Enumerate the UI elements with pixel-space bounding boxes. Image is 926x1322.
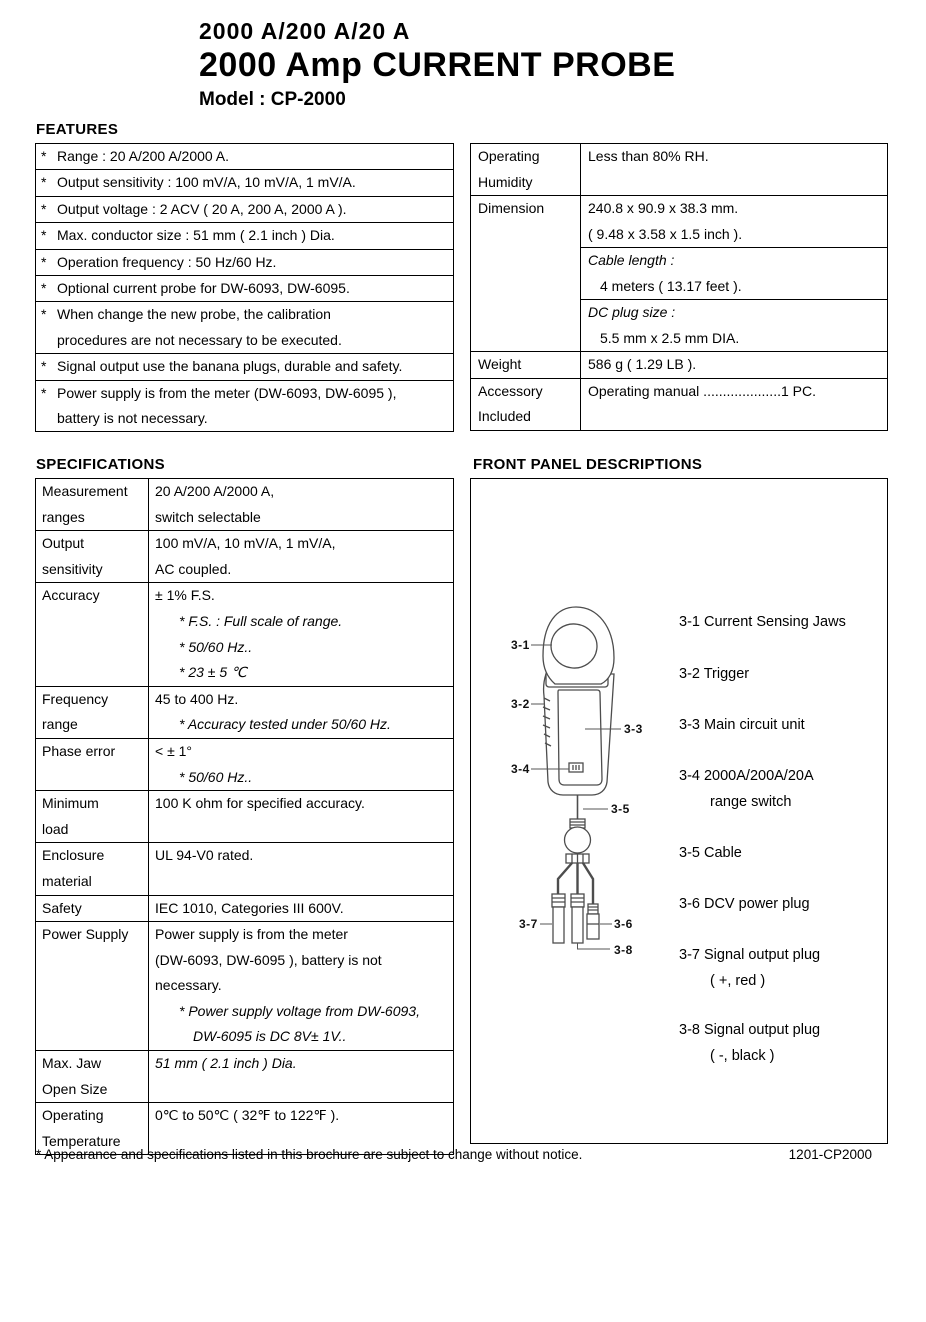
fp-desc-signal-plug-red xyxy=(679,942,820,994)
row-value xyxy=(149,687,453,738)
row-value xyxy=(149,739,453,790)
value-line: 20 A/200 A/2000 A, xyxy=(155,483,275,499)
value-segment xyxy=(581,299,887,351)
row-value xyxy=(581,196,887,351)
row-label xyxy=(36,922,149,1050)
feature-row xyxy=(36,169,453,195)
row-value xyxy=(581,352,887,378)
label-line: Accessory xyxy=(478,382,543,399)
callout-3-1: 3-1 xyxy=(511,638,530,652)
value-line: 45 to 400 Hz. xyxy=(155,690,239,707)
value-line: Operating manual ....................1 PC. xyxy=(588,382,816,399)
label-line: Dimension xyxy=(478,200,545,216)
value-segment xyxy=(581,247,887,299)
label-line: Enclosure xyxy=(42,847,105,864)
value-line: Cable length : xyxy=(588,252,675,268)
label-line: Power Supply xyxy=(42,926,129,943)
plug-left-body xyxy=(553,907,564,943)
value-line: 240.8 x 90.9 x 38.3 mm. xyxy=(588,200,739,216)
row-value xyxy=(581,379,887,430)
callout-3-3: 3-3 xyxy=(624,722,643,736)
row-value xyxy=(149,922,453,1050)
features-heading: FEATURES xyxy=(36,121,119,138)
fp-desc-main-circuit-unit xyxy=(679,712,805,738)
table-row xyxy=(471,195,887,351)
value-line: ± 1% F.S. xyxy=(155,587,215,604)
fp-desc-subtext: ( +, red ) xyxy=(710,973,766,989)
row-label xyxy=(471,144,581,195)
value-segment xyxy=(581,196,887,247)
row-label xyxy=(36,896,149,922)
spec-row xyxy=(36,1050,453,1102)
specifications-heading: SPECIFICATIONS xyxy=(36,456,165,473)
footer-doc-code: 1201-CP2000 xyxy=(788,1147,872,1162)
label-line: Safety xyxy=(42,899,82,916)
value-line: necessary. xyxy=(155,977,222,994)
feature-text: Operation frequency : 50 Hz/60 Hz. xyxy=(57,253,277,270)
label-line: material xyxy=(42,872,92,889)
bullet: * xyxy=(41,358,47,375)
feature-row xyxy=(36,301,453,353)
label-line: load xyxy=(42,820,69,837)
feature-text: Max. conductor size : 51 mm ( 2.1 inch ) Dia. xyxy=(57,227,335,244)
title-ranges: 2000 A/200 A/20 A xyxy=(199,18,411,44)
fp-desc-cable xyxy=(679,840,742,866)
feature-text: When change the new probe, the calibration xyxy=(57,306,331,323)
label-line: Minimum xyxy=(42,795,99,812)
label-line: Humidity xyxy=(478,173,533,190)
label-line: Max. Jaw xyxy=(42,1055,102,1072)
label-line: Operating xyxy=(42,1107,104,1124)
front-panel-heading: FRONT PANEL DESCRIPTIONS xyxy=(473,456,703,473)
current-probe-diagram xyxy=(473,576,673,986)
row-label xyxy=(36,843,149,894)
bullet: * xyxy=(41,306,47,323)
value-line: ( 9.48 x 3.58 x 1.5 inch ). xyxy=(588,225,743,242)
feature-text: Range : 20 A/200 A/2000 A. xyxy=(57,148,230,164)
label-line: Open Size xyxy=(42,1080,108,1097)
fp-desc-trigger xyxy=(679,661,749,687)
callout-3-8: 3-8 xyxy=(614,943,633,957)
value-line: 5.5 mm x 2.5 mm DIA. xyxy=(600,329,740,346)
bullet: * xyxy=(41,148,47,164)
fp-desc-text: 3-8 Signal output plug xyxy=(679,1022,821,1038)
value-line: 586 g ( 1.29 LB ). xyxy=(588,356,697,372)
fp-desc-text: 3-7 Signal output plug xyxy=(679,947,821,963)
model-number: Model : CP-2000 xyxy=(199,89,346,110)
spec-row xyxy=(36,790,453,842)
probe-body xyxy=(544,674,614,795)
label-line: Temperature xyxy=(42,1132,121,1149)
label-line: Operating xyxy=(478,148,540,164)
feature-row xyxy=(36,196,453,222)
plug-right-body xyxy=(587,914,599,939)
row-label xyxy=(471,379,581,430)
value-line: (DW-6093, DW-6095 ), battery is not xyxy=(155,951,382,968)
general-info-table xyxy=(470,143,888,431)
value-note: * 50/60 Hz.. xyxy=(179,638,253,655)
row-value xyxy=(149,843,453,894)
fp-desc-current-sensing-jaws xyxy=(679,609,846,635)
spec-row xyxy=(36,921,453,1050)
value-line: DC plug size : xyxy=(588,304,676,320)
label-line: range xyxy=(42,716,78,733)
feature-row xyxy=(36,353,453,379)
spec-row xyxy=(36,895,453,922)
table-row xyxy=(471,351,887,378)
value-note: * 50/60 Hz.. xyxy=(179,768,253,785)
callout-3-6: 3-6 xyxy=(614,917,633,931)
value-line: 4 meters ( 13.17 feet ). xyxy=(600,277,742,294)
fp-desc-dcv-power-plug xyxy=(679,891,810,917)
feature-text: Output sensitivity : 100 mV/A, 10 mV/A, 1 mV/A. xyxy=(57,174,356,191)
footer-note: * Appearance and specifications listed in this brochure are subject to change without notice. xyxy=(36,1147,583,1162)
label-line: Phase error xyxy=(42,742,116,759)
row-value xyxy=(581,144,887,195)
row-label xyxy=(471,352,581,378)
value-note: * 23 ± 5 ℃ xyxy=(179,664,247,681)
value-line: Power supply is from the meter xyxy=(155,926,348,943)
feature-text: Optional current probe for DW-6093, DW-6095. xyxy=(57,280,350,297)
label-line: Output xyxy=(42,535,85,552)
feature-row xyxy=(36,249,453,275)
value-line: AC coupled. xyxy=(155,560,232,577)
spec-row xyxy=(36,582,453,685)
callout-3-5: 3-5 xyxy=(611,802,630,816)
spec-row xyxy=(36,530,453,582)
row-value xyxy=(149,896,453,922)
fp-desc-subtext: range switch xyxy=(710,794,792,810)
value-line: < ± 1° xyxy=(155,742,193,759)
title-block xyxy=(199,18,675,111)
row-value xyxy=(149,583,453,685)
plug-mid-body xyxy=(572,907,583,943)
bullet: * xyxy=(41,200,47,217)
row-label xyxy=(471,196,581,351)
row-label xyxy=(36,583,149,685)
plug-left-cap xyxy=(552,894,565,907)
value-line: 100 K ohm for specified accuracy. xyxy=(155,795,365,812)
spec-row xyxy=(36,738,453,790)
label-line: Weight xyxy=(478,356,522,372)
fp-desc-range-switch xyxy=(679,763,814,815)
row-label xyxy=(36,531,149,582)
label-line: ranges xyxy=(42,508,85,525)
value-line: 100 mV/A, 10 mV/A, 1 mV/A, xyxy=(155,535,336,552)
callout-3-7: 3-7 xyxy=(519,917,538,931)
value-line: UL 94-V0 rated. xyxy=(155,847,254,864)
fp-desc-subtext: ( -, black ) xyxy=(710,1048,775,1064)
spec-row xyxy=(36,842,453,894)
plug-mid-cap xyxy=(571,894,584,907)
bullet: * xyxy=(41,384,47,401)
fp-desc-text: 3-4 2000A/200A/20A xyxy=(679,768,814,784)
value-note: * Power supply voltage from DW-6093, xyxy=(179,1002,420,1019)
row-label xyxy=(36,479,149,530)
features-table xyxy=(35,143,454,432)
label-line: Measurement xyxy=(42,483,128,499)
label-line: Accuracy xyxy=(42,587,100,604)
page-title: 2000 Amp CURRENT PROBE xyxy=(199,46,676,84)
value-note: * Accuracy tested under 50/60 Hz. xyxy=(179,716,391,733)
row-label xyxy=(36,791,149,842)
row-label xyxy=(36,1051,149,1102)
bullet: * xyxy=(41,174,47,191)
value-line: 0℃ to 50℃ ( 32℉ to 122℉ ). xyxy=(155,1107,340,1124)
label-line: sensitivity xyxy=(42,560,103,577)
feature-text: Signal output use the banana plugs, durable and safety. xyxy=(57,358,403,375)
value-note: DW-6095 is DC 8V± 1V.. xyxy=(193,1028,347,1045)
value-line: IEC 1010, Categories III 600V. xyxy=(155,899,344,916)
value-line: Less than 80% RH. xyxy=(588,148,709,164)
connector-ball xyxy=(565,827,591,853)
row-value xyxy=(149,479,453,530)
feature-row xyxy=(36,275,453,301)
spec-row xyxy=(36,479,453,530)
row-value xyxy=(149,1051,453,1102)
row-value xyxy=(149,791,453,842)
feature-text: Output voltage : 2 ACV ( 20 A, 200 A, 2000 A ). xyxy=(57,200,347,217)
row-value xyxy=(149,531,453,582)
feature-text: battery is not necessary. xyxy=(57,410,208,427)
feature-text: procedures are not necessary to be executed. xyxy=(57,331,342,348)
value-line: 51 mm ( 2.1 inch ) Dia. xyxy=(155,1055,297,1072)
callout-3-2: 3-2 xyxy=(511,697,530,711)
bullet: * xyxy=(41,227,47,244)
table-row xyxy=(471,144,887,195)
footer xyxy=(36,1147,872,1162)
feature-row xyxy=(36,380,453,432)
row-label xyxy=(36,687,149,738)
feature-row xyxy=(36,144,453,169)
bullet: * xyxy=(41,280,47,297)
spec-row xyxy=(36,686,453,738)
fp-desc-text: 3-1 Current Sensing Jaws xyxy=(679,614,846,630)
label-line: Included xyxy=(478,408,531,424)
fp-desc-text: 3-5 Cable xyxy=(679,845,742,861)
feature-text: Power supply is from the meter (DW-6093, DW-6095 ), xyxy=(57,384,397,401)
fp-desc-text: 3-2 Trigger xyxy=(679,666,750,682)
fp-desc-text: 3-6 DCV power plug xyxy=(679,896,810,912)
callout-3-4: 3-4 xyxy=(511,762,530,776)
fp-desc-text: 3-3 Main circuit unit xyxy=(679,717,805,733)
table-row xyxy=(471,378,887,430)
label-line: Frequency xyxy=(42,690,109,707)
bullet: * xyxy=(41,253,47,270)
row-label xyxy=(36,739,149,790)
value-note: * F.S. : Full scale of range. xyxy=(179,612,343,629)
feature-row xyxy=(36,222,453,248)
fp-desc-signal-plug-black xyxy=(679,1017,820,1069)
front-panel-box xyxy=(470,478,888,1144)
specifications-table xyxy=(35,478,454,1155)
plug-right-cap xyxy=(588,904,598,914)
value-line: switch selectable xyxy=(155,508,261,525)
